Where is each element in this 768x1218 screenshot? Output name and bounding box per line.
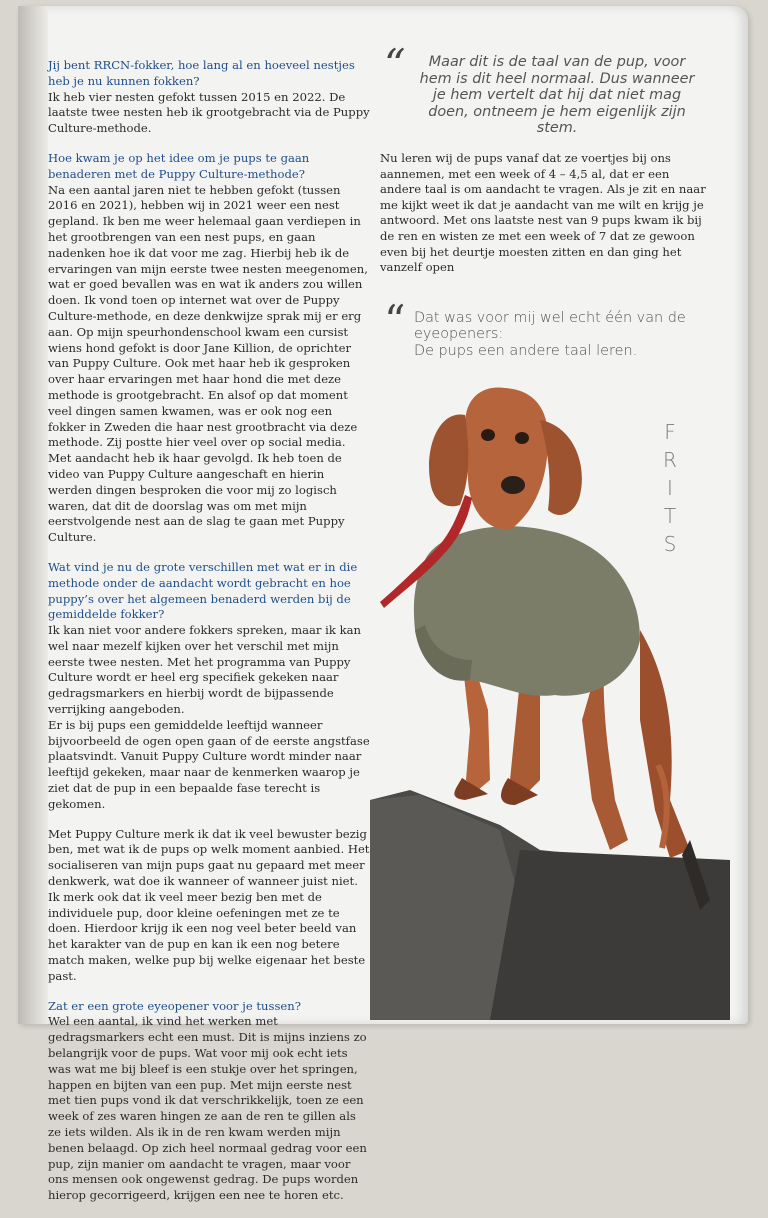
qa-block-3 — [48, 560, 370, 813]
pull-quote-1-text: Maar dit is de taal van de pup, voor hem is dit heel normaal. Dus wanneer je hem vertelt dat hij dat niet mag doen, ontneem je hem eigenlijk zijn stem. — [419, 54, 695, 137]
answer-3b: Er is bij pups een gemiddelde leeftijd wanneer bijvoorbeeld de ogen open gaan of de eerste angstfase plaatsvindt. Vanuit Puppy Culture wordt minder naar leeftijd gekeken, maar naar de kenmerken waarop je ziet dat de pup in een bepaalde fase terecht is gekomen. — [48, 717, 370, 811]
question-1: Jij bent RRCN-fokker, hoe lang al en hoeveel nestjes heb je nu kunnen fokken? — [48, 58, 355, 88]
dog-name-letter: S — [663, 532, 677, 556]
dog-nose — [501, 476, 525, 494]
answer-1: Ik heb vier nesten gefokt tussen 2015 en 2022. De laatste twee nesten heb ik grootgebracht via de Puppy Culture-methode. — [48, 89, 370, 136]
question-2: Hoe kwam je op het idee om je pups te gaan benaderen met de Puppy Culture-methode? — [48, 150, 310, 181]
answer-5: Wel een aantal, ik vind het werken met gedragsmarkers echt een must. Dit is mijns inziens zo belangrijk voor de pups. Wat voor mij ook echt iets was wat me bij bleef is een stukje over het springen, happen en bijten van een pup. Met mijn eerste nest met tien pups vond ik dat verschrikkelijk, toen ze een week of zes waren hingen ze aan de ren te gillen als ze iets wilden. Als ik in de ren kwam werden mijn benen belaagd. Op zich heel normaal gedrag voor een pup, zijn manier om aandacht te vragen, maar voor ons mensen ook ongewenst gedrag. De pups worden hierop gecorrigeerd, krijgen een nee te horen etc. — [48, 1014, 367, 1203]
pull-quote-2-line-1: Dat was voor mij wel echt één van de eyeopeners: — [414, 309, 686, 343]
answer-3a: Ik kan niet voor andere fokkers spreken, maar ik kan wel naar mezelf kijken over het verschil met mijn eerste twee nesten. Met het programma van Puppy Culture wordt er heel erg specifiek gekeken naar gedragsmarkers en hierbij wordt de bijpassende verrijking aangeboden. — [48, 623, 361, 717]
question-3: Wat vind je nu de grote verschillen met wat er in die methode onder de aandacht wordt gebracht en hoe puppy’s over het algemeen benaderd werden bij de gemiddelde fokker? — [48, 559, 358, 622]
paragraph-4: Met Puppy Culture merk ik dat ik veel bewuster bezig ben, met wat ik de pups op welk moment aanbied. Het socialiseren van mijn pups gaat nu gepaard met meer denkwerk, wat doe ik wanneer of wanneer juist niet. Ik merk ook dat ik veel meer bezig ben met de individuele pup, door kleine oefeningen met ze te doen. Hierdoor krijg ik een nog veel beter beeld van het karakter van de pup en kan ik een nog betere match maken, welke pup bij welke eigenaar het beste past. — [48, 826, 370, 983]
dog-name-letter: F — [664, 420, 676, 444]
ear-right — [540, 420, 582, 515]
question-5: Zat er een grote eyeopener voor je tussen? — [48, 998, 301, 1013]
pull-quote-2 — [380, 295, 710, 360]
pull-quote-2-line-2: De pups een andere taal leren. — [414, 342, 638, 359]
puppy-photo — [370, 380, 730, 1020]
page-spine — [18, 6, 48, 1024]
answer-2: Na een aantal jaren niet te hebben gefokt (tussen 2016 en 2021), hebben wij in 2021 weer een nest gepland. Ik ben me weer helemaal gaan verdiepen in het grootbrengen van een nest pups, en gaan nadenken hoe ik dat voor me zag. Hierbij heb ik de ervaringen van mijn eerste twee nesten meegenomen, wat er goed bevallen was en wat ik anders zou willen doen. Ik vond toen op internet wat over de Puppy Culture-methode, en deze denkwijze sprak mij er erg aan. Op mijn speurhondenschool kwam een cursist wiens hond gefokt is door Jane Killion, de oprichter van Puppy Culture. Ook met haar heb ik gesproken over haar ervaringen met haar hond die met deze methode is grootgebracht. En alsof op dat moment veel dingen samen kwamen, was er ook nog een fokker in Zweden die haar nest grootbracht via deze methode. Zij postte hier veel over op social media. Met aandacht heb ik haar gevolgd. Ik heb toen de video van Puppy Culture aangeschaft en hierin werden dingen besproken die voor mij zo logisch waren, dat dit de doorslag was om met mijn eerstvolgende nest aan de slag te gaan met Puppy Culture. — [48, 182, 368, 545]
right-body-text: Nu leren wij de pups vanaf dat ze voertjes bij ons aannemen, met een week of 4 – 4,5 al, dat er een andere taal is om aandacht te vragen. Als je zit en naar me kijkt weet ik dat je aandacht van me wilt en krijg je antwoord. Met ons laatste nest van 9 pups kwam ik bij de ren en wisten ze met een week of 7 dat ze gewoon even bij het deurtje moesten zitten en dan ging het vanzelf open — [380, 150, 706, 275]
dog-head — [465, 387, 548, 530]
dog-name-letter: R — [663, 448, 677, 472]
qa-block-1 — [48, 58, 370, 137]
qa-block-5 — [48, 999, 370, 1204]
eye-left — [481, 429, 495, 441]
quote-mark-icon: “ — [384, 295, 406, 345]
interview-column-left — [48, 58, 370, 1218]
dog-name-letter: T — [663, 504, 677, 528]
eye-right — [515, 432, 529, 444]
pull-quote-1 — [380, 40, 710, 137]
interview-column-right — [380, 40, 710, 360]
ear-left — [429, 415, 468, 507]
qa-block-2 — [48, 151, 370, 546]
dog-name-letter: I — [667, 476, 673, 500]
quote-mark-icon: “ — [384, 40, 406, 89]
